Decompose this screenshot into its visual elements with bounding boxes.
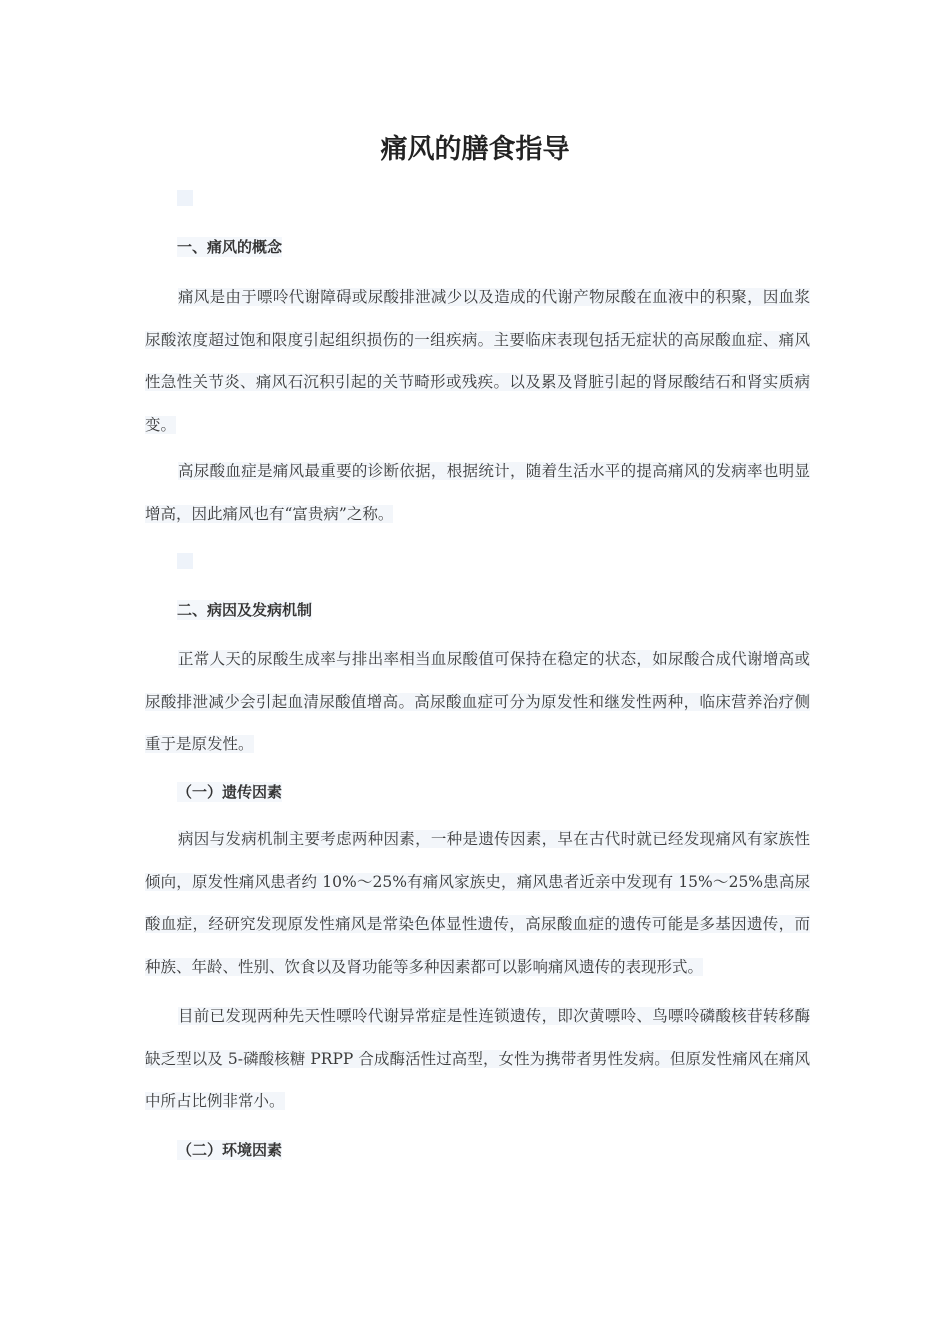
paragraph-genetic-2: 目前已发现两种先天性嘌呤代谢异常症是性连锁遗传，即次黄嘌呤、鸟嘌呤磷酸核苷转移酶缺乏型以及 5-磷酸核糖 PRPP 合成酶活性过高型，女性为携带者男性发病。但原发性痛风在痛风中所占比例非常小。 — [145, 1007, 810, 1110]
subsection-heading-environment: （二）环境因素 — [177, 1141, 283, 1159]
blank-line-marker — [177, 553, 193, 569]
paragraph-concept-1: 痛风是由于嘌呤代谢障碍或尿酸排泄减少以及造成的代谢产物尿酸在血液中的积聚，因血浆尿酸浓度超过饱和限度引起组织损伤的一组疾病。主要临床表现包括无症状的高尿酸血症、痛风性急性关节炎、痛风石沉积引起的关节畸形或残疾。以及累及肾脏引起的肾尿酸结石和肾实质病变。 — [145, 288, 810, 434]
document-title: 痛风的膳食指导 — [380, 134, 570, 165]
paragraph-genetic-1: 病因与发病机制主要考虑两种因素，一种是遗传因素，早在古代时就已经发现痛风有家族性倾向，原发性痛风患者约 10%～25%有痛风家族史，痛风患者近亲中发现有 15%～25%患高尿酸血症，经研究发现原发性痛风是常染色体显性遗传，高尿酸血症的遗传可能是多基因遗传，而种族、年龄、性别、饮食以及肾功能等多种因素都可以影响痛风遗传的表现形式。 — [145, 830, 810, 976]
subsection-heading-genetic: （一）遗传因素 — [177, 783, 283, 801]
paragraph-etiology-1: 正常人天的尿酸生成率与排出率相当血尿酸值可保持在稳定的状态，如尿酸合成代谢增高或尿酸排泄减少会引起血清尿酸值增高。高尿酸血症可分为原发性和继发性两种，临床营养治疗侧重于是原发性。 — [145, 650, 810, 753]
section-heading-concept: 一、痛风的概念 — [177, 238, 283, 256]
section-heading-etiology: 二、病因及发病机制 — [177, 601, 313, 619]
paragraph-concept-2: 高尿酸血症是痛风最重要的诊断依据，根据统计，随着生活水平的提高痛风的发病率也明显增高，因此痛风也有“富贵病”之称。 — [145, 462, 810, 523]
blank-line-marker — [177, 190, 193, 206]
